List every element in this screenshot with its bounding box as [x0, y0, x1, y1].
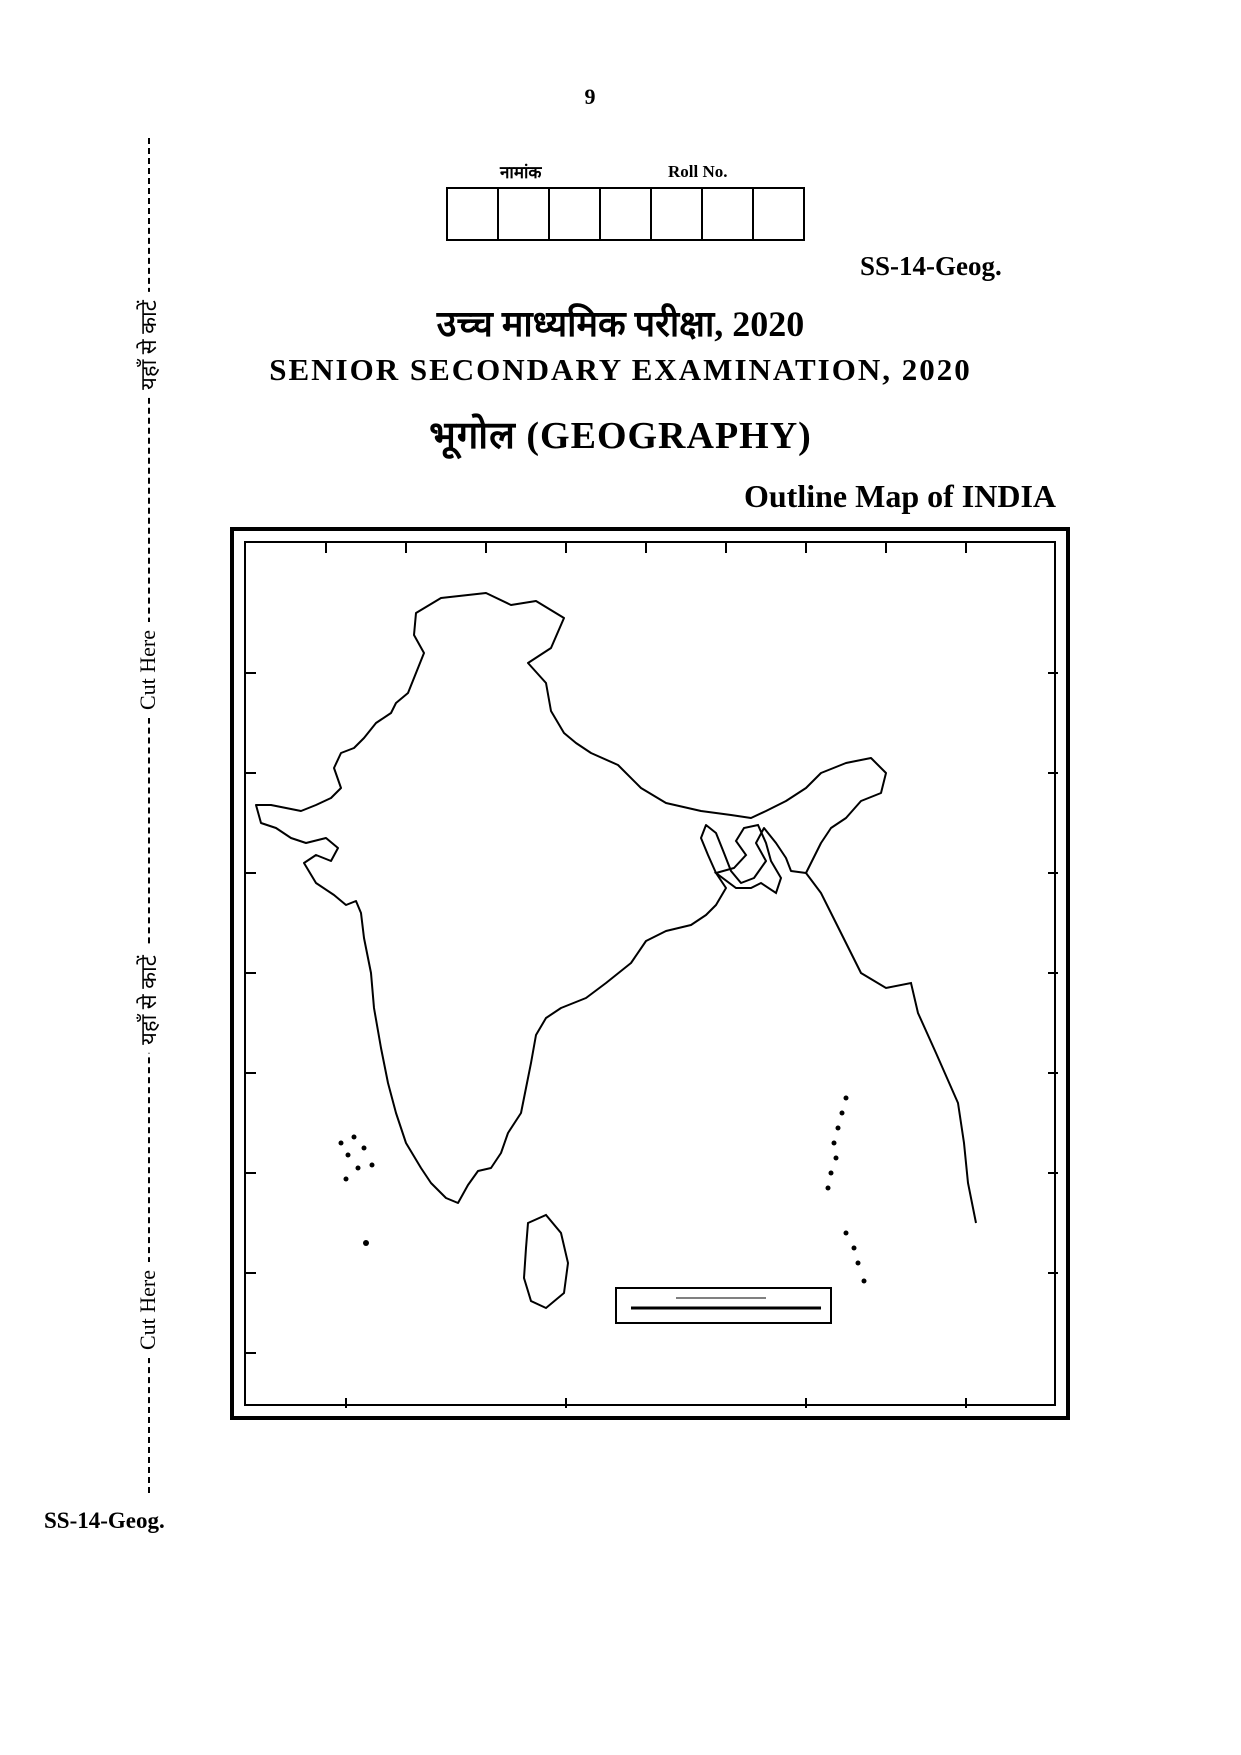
roll-label-english: Roll No. [668, 162, 728, 181]
map-frame [230, 527, 1070, 1420]
roll-digit-box[interactable] [703, 189, 754, 239]
sri-lanka-outline [524, 1215, 568, 1308]
cut-here-label-bottom: Cut Here [135, 1262, 161, 1358]
roll-label-hindi: नामांक [500, 163, 542, 182]
map-scale-bar [616, 1288, 831, 1323]
subject-title: भूगोल (GEOGRAPHY) [429, 415, 812, 457]
page-number: 9 [584, 84, 596, 109]
map-inner-border [244, 541, 1056, 1406]
roll-digit-box[interactable] [601, 189, 652, 239]
footer-paper-code: SS-14-Geog. [44, 1508, 165, 1533]
roll-digit-box[interactable] [652, 189, 703, 239]
india-outline-map [246, 543, 1058, 1408]
roll-number-boxes[interactable] [446, 187, 805, 241]
exam-title-english: SENIOR SECONDARY EXAMINATION, 2020 [269, 352, 972, 387]
cut-from-here-label-top: यहाँ से काटें [133, 292, 163, 398]
roll-digit-box[interactable] [550, 189, 601, 239]
cut-here-label-top: Cut Here [135, 622, 161, 718]
cut-from-here-label-bottom: यहाँ से काटें [133, 947, 163, 1053]
map-title: Outline Map of INDIA [743, 478, 1056, 514]
border-ticks [246, 543, 1058, 1408]
roll-digit-box[interactable] [754, 189, 803, 239]
lakshadweep-islands [339, 1135, 375, 1247]
roll-digit-box[interactable] [448, 189, 499, 239]
exam-title-hindi: उच्च माध्यमिक परीक्षा, 2020 [436, 304, 805, 344]
paper-code: SS-14-Geog. [860, 251, 1002, 281]
roll-digit-box[interactable] [499, 189, 550, 239]
mainland-outline [256, 593, 886, 1203]
myanmar-coast-outline [806, 873, 976, 1223]
andaman-nicobar-islands [826, 1096, 867, 1284]
